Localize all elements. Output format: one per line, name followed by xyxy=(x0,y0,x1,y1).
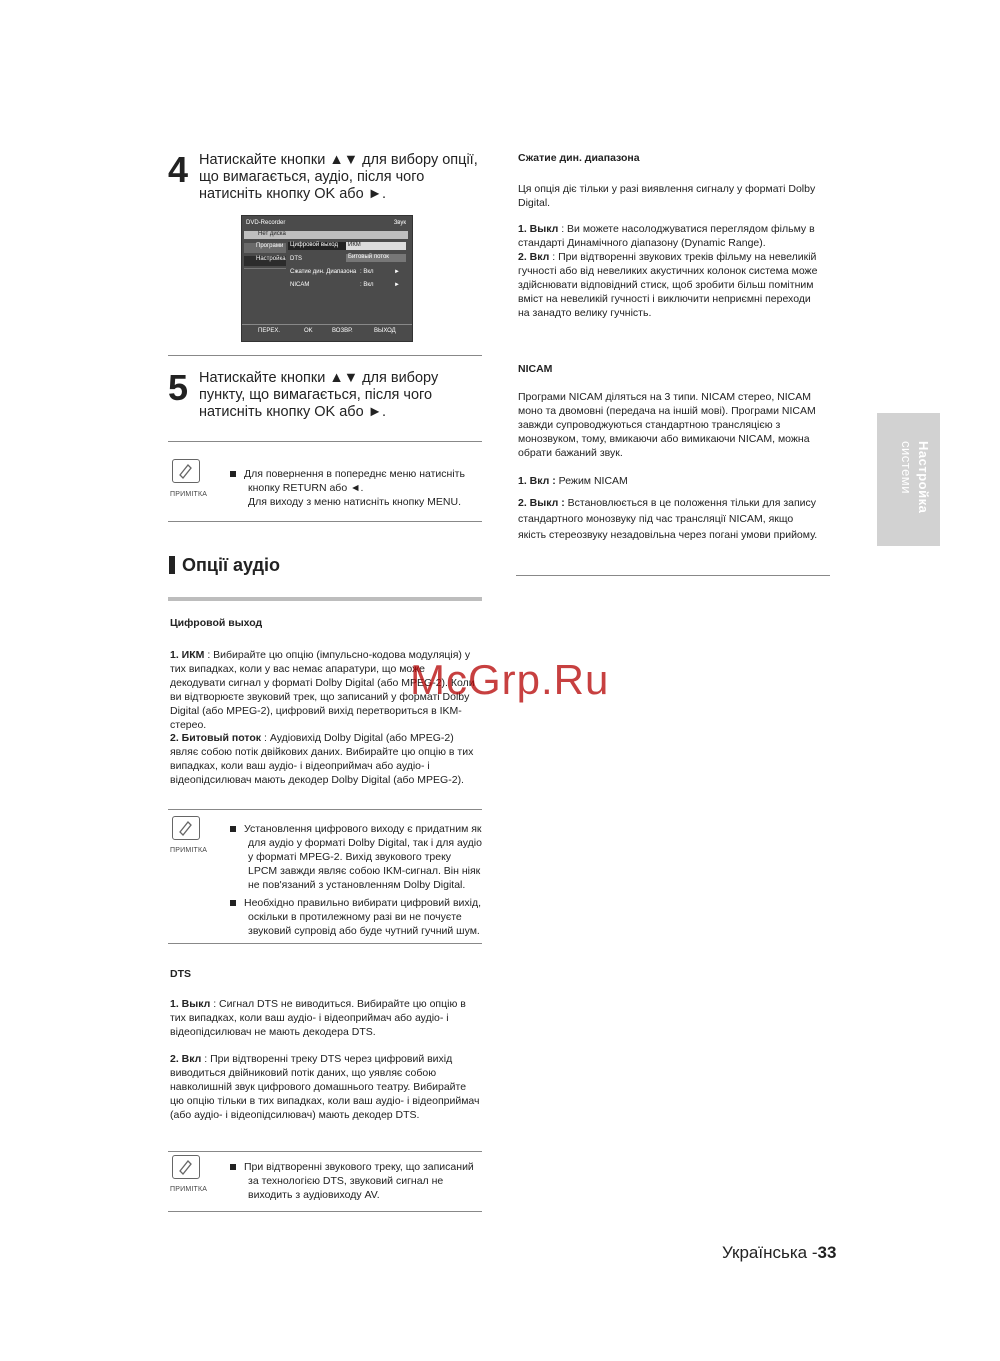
nicam-heading: NICAM xyxy=(518,363,553,375)
divider xyxy=(168,355,482,356)
bullet-icon xyxy=(230,826,236,832)
dts-item-2-label: 2. Вкл xyxy=(170,1053,202,1065)
osd-no-disc: Нет диска xyxy=(244,231,408,239)
page-footer xyxy=(722,1243,836,1263)
nicam-item-1-text: Режим NICAM xyxy=(558,475,628,487)
digital-out-item-2-label: 2. Битовый поток xyxy=(170,732,262,744)
osd-menu-screenshot xyxy=(241,215,413,342)
step-4-text: Натискайте кнопки ▲▼ для вибору опції, що вимагається, аудіо, після чого натисніть кнопку OK або ►. xyxy=(199,152,478,202)
bullet-icon xyxy=(230,900,236,906)
osd-arrow-drc: ► xyxy=(394,269,400,275)
dts-item-2-text: : При відтворенні треку DTS через цифровий вихід виводиться двійниковий потік даних, що уявляє собою навколишній звук цифрового домашнього театру. Вибирайте цю опцію тільки в тих випадках, коли ваш аудіо- і відеоприймач (або аудіо- і відеопідсилювач) мають декодер DTS. xyxy=(170,1053,480,1121)
osd-menu-empty xyxy=(244,268,286,324)
page-number: 33 xyxy=(817,1243,837,1262)
osd-title: DVD-Recorder xyxy=(246,220,286,226)
dts-item-1 xyxy=(170,997,482,1039)
digital-out-heading: Цифровой выход xyxy=(170,617,263,629)
dts-item-1-label: 1. Выкл xyxy=(170,998,211,1010)
drc-item-2-text: : При відтворенні звукових треків фільму на невеликій гучності або від невеликих акустичних колонок система може здійснювати відповідний стиск, щоб зробити більш помітним вміст на невеликій гучності і виключити неприємні переходи на занадто велику гучність. xyxy=(518,251,818,319)
divider xyxy=(168,809,482,810)
watermark: McGrp.Ru xyxy=(410,656,610,703)
nicam-intro: Програми NICAM діляться на 3 типи. NICAM стерео, NICAM моно та двомовні (передача на іншій мові). Програми NICAM завжди супроводжуються стандартною трансляцією з монозвуком, тому, вмикаючи або вимикаючи NICAM, можна обрати бажаний звук. xyxy=(518,391,816,459)
bullet-icon xyxy=(230,471,236,477)
section-title: Опції аудіо xyxy=(182,555,280,575)
drc-item-1 xyxy=(518,222,824,250)
digital-out-item-2-text: : Аудіовихід Dolby Digital (або MPEG-2) являє собою потік двійкових даних. Вибирайте цю опцію в тих випадках, коли ваш аудіо- і відеоприймач або аудіо- і відеопідсилювач мають декодер Dolby Digital (або MPEG-2). xyxy=(170,732,474,786)
note-icon xyxy=(172,1155,200,1179)
nicam-item-1-label: 1. Вкл : xyxy=(518,475,556,487)
osd-value-pcm: ИКМ xyxy=(346,242,406,250)
side-tab xyxy=(877,413,940,546)
side-tab-line-1: Настройка xyxy=(916,441,931,514)
note-icon xyxy=(172,816,200,840)
note-label: ПРИМІТКА xyxy=(170,847,208,854)
divider xyxy=(168,441,482,442)
note-label: ПРИМІТКА xyxy=(170,1186,208,1193)
drc-intro: Ця опція діє тільки у разі виявлення сигналу у форматі Dolby Digital. xyxy=(518,183,816,209)
nicam-item-1 xyxy=(518,474,824,488)
divider xyxy=(516,575,830,576)
osd-row-digital-out: Цифровой выход xyxy=(288,242,348,250)
note-icon xyxy=(172,459,200,483)
note-1-line-2: Для виходу з меню натисніть кнопку MENU. xyxy=(248,496,461,508)
osd-row-dts: DTS xyxy=(290,256,302,262)
dts-item-1-text: : Сигнал DTS не виводиться. Вибирайте цю опцію в тих випадках, коли ваш аудіо- і відеоприймач або аудіо- і відеопідсилювач не мають декодера DTS. xyxy=(170,998,466,1038)
osd-arrow-nicam: ► xyxy=(394,282,400,288)
osd-value-drc: : Вкл xyxy=(360,269,374,275)
osd-footer-move: ПЕРЕХ. xyxy=(258,328,280,334)
note-2-content xyxy=(230,822,482,938)
osd-row-nicam: NICAM xyxy=(290,282,310,288)
osd-menu-program: Програми xyxy=(244,243,286,253)
nicam-item-2 xyxy=(518,495,824,543)
step-number-5: 5 xyxy=(168,367,189,408)
osd-menu-setup: Настройка xyxy=(244,256,286,266)
note-2-bullet-1: Установлення цифрового виходу є придатним як для аудіо у форматі Dolby Digital, так і для аудіо у форматі MPEG-2. Вихід звукового треку LPCM завжди являє собою IKM-сигнал. Він ніяк не пов'язаний з установленням Dolby Digital. xyxy=(230,822,482,892)
osd-section: Звук xyxy=(393,220,406,226)
note-1-content xyxy=(230,467,480,509)
note-label: ПРИМІТКА xyxy=(170,491,208,498)
osd-footer-return: ВОЗВР. xyxy=(332,328,353,334)
step-5-text: Натискайте кнопки ▲▼ для вибору пункту, що вимагається, після чого натисніть кнопку OK або ►. xyxy=(199,370,439,420)
digital-out-item-2 xyxy=(170,731,482,787)
osd-footer-exit: ВЫХОД xyxy=(374,328,396,334)
drc-item-1-text: : Ви можете насолоджуватися переглядом фільму в стандарті Динамічного діапазону (Dynamic Range). xyxy=(518,223,815,249)
nicam-item-2-label: 2. Выкл : xyxy=(518,497,565,509)
osd-row-drc: Сжатие дин. Диапазона xyxy=(290,269,357,275)
divider xyxy=(168,1151,482,1152)
divider xyxy=(168,943,482,944)
drc-item-1-label: 1. Выкл xyxy=(518,223,559,235)
digital-out-item-1-text: : Вибирайте цю опцію (імпульсно-кодова модуляція) у тих випадках, коли у вас немає апаратури, що може декодувати сигнал у форматі Dolby Digital (або MPEG-2). Коли ви відтворюєте звуковий трек, що записаний у форматі Dolby Digital (або MPEG-2), цифровий вихід перетвориться в IKM-стерео. xyxy=(170,649,475,731)
drc-heading: Сжатие дин. диапазона xyxy=(518,152,640,164)
dts-heading: DTS xyxy=(170,968,191,980)
note-1-line-1: Для повернення в попереднє меню натисніть кнопку RETURN або ◄. xyxy=(244,468,465,494)
divider xyxy=(168,521,482,522)
bullet-icon xyxy=(230,1164,236,1170)
section-bar xyxy=(169,556,175,574)
osd-value-bitstream: Битовый поток xyxy=(346,254,406,262)
osd-footer-divider xyxy=(242,324,412,325)
divider xyxy=(168,1211,482,1212)
nicam-item-2-text: Встановлюється в це положення тільки для запису стандартного монозвуку під час трансляції NICAM, якщо якість стереозвуку незадовільна через погані умови прийому. xyxy=(518,497,818,541)
note-3-content xyxy=(230,1160,482,1202)
drc-item-2-label: 2. Вкл xyxy=(518,251,550,263)
note-2-bullet-2: Необхідно правильно вибирати цифровий вихід, оскільки в протилежному разі ви не почуєте звуковий супровід або буде чутний гучний шум. xyxy=(230,896,482,938)
side-tab-line-2: системи xyxy=(899,441,914,494)
section-underline xyxy=(168,597,482,601)
footer-language: Українська - xyxy=(722,1243,818,1262)
osd-footer-ok: OK xyxy=(304,328,313,334)
step-number-4: 4 xyxy=(168,149,189,190)
osd-value-nicam: : Вкл xyxy=(360,282,374,288)
note-3-bullet-1: При відтворенні звукового треку, що записаний за технологією DTS, звуковий сигнал не виходить з аудіовиходу AV. xyxy=(230,1160,482,1202)
dts-item-2 xyxy=(170,1052,482,1122)
digital-out-item-1-label: 1. ИКМ xyxy=(170,649,205,661)
drc-item-2 xyxy=(518,250,824,320)
